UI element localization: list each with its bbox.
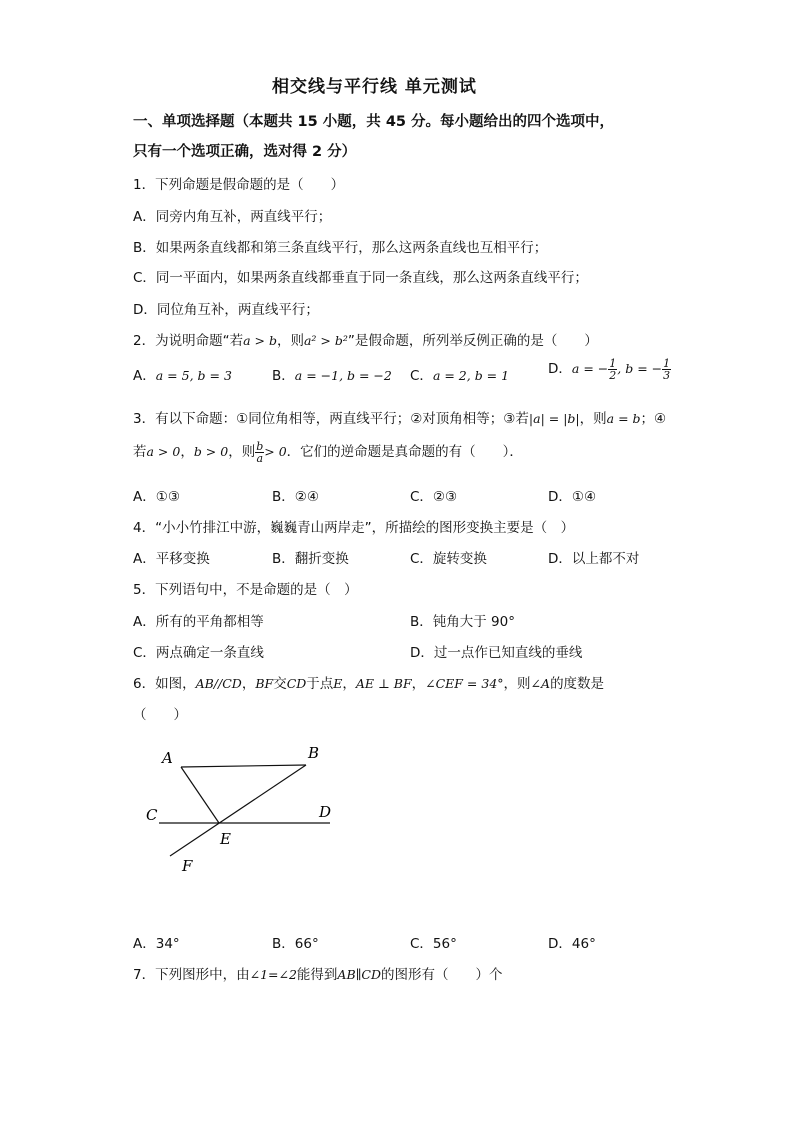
question-6-text: ， (342, 676, 356, 692)
point-label-a: A (162, 749, 173, 767)
option-value: , b = − (617, 361, 663, 376)
question-6-text: 于点 (306, 676, 334, 692)
question-7-stem (133, 963, 503, 983)
question-2-conclusion: a² > b² (303, 333, 348, 348)
question-3-text: ．它们的逆命题是真命题的有（ ）． (286, 444, 523, 460)
fraction (608, 358, 617, 381)
question-7-math: ∠1=∠2 (249, 967, 297, 982)
fraction-denominator: 2 (609, 368, 617, 382)
question-1-option-d: D．同位角互补，两直线平行； (133, 302, 319, 318)
question-3-option-b: B．②④ (272, 489, 319, 505)
page-title: 相交线与平行线 单元测试 (272, 77, 477, 97)
question-6-text: ，则 (503, 676, 531, 692)
question-3-text: ，则 (579, 411, 607, 427)
option-label: A． (133, 368, 156, 384)
question-3-stem-line-1 (133, 407, 666, 427)
question-2-option-c (410, 364, 509, 384)
question-3-option-d: D．①④ (548, 489, 597, 505)
option-value: a = 5, b = 3 (155, 368, 232, 383)
option-label: B． (272, 368, 295, 384)
point-label-f: F (182, 857, 193, 875)
fraction-numerator: 1 (609, 356, 617, 370)
question-3-text: 3．有以下命题：①同位角相等，两直线平行；②对顶角相等；③若 (133, 411, 529, 427)
question-4-option-a: A．平移变换 (133, 551, 210, 567)
option-value: a = 2, b = 1 (432, 368, 510, 383)
question-6-math: ∠CEF = 34° (425, 676, 504, 691)
question-2-text: ，则 (276, 333, 304, 349)
question-6-text: 6．如图， (133, 676, 196, 692)
question-7-text: 能得到 (296, 967, 338, 983)
question-3-abs-condition: |a| = |b| (528, 411, 580, 426)
question-3-text: 若 (133, 444, 147, 460)
question-6-text: ， (241, 676, 256, 692)
question-3-equation: a = b (606, 411, 641, 426)
question-5-option-b: B．钝角大于 90° (410, 614, 515, 630)
question-1-option-a: A．同旁内角互补，两直线平行； (133, 209, 332, 225)
point-label-c: C (146, 806, 158, 824)
question-7-math: AB∥CD (337, 967, 381, 982)
question-5-stem: 5．下列语句中，不是命题的是（ ） (133, 582, 358, 598)
question-6-math: AB//CD (195, 676, 242, 691)
segment-ab (181, 765, 306, 767)
question-7-text: 的图形有（ ）个 (381, 967, 503, 983)
question-1-stem: 1．下列命题是假命题的是（ ） (133, 177, 345, 193)
question-3-condition: b > 0 (193, 444, 229, 459)
option-value: a = − (571, 361, 609, 376)
question-7-text: 7．下列图形中，由 (133, 967, 250, 983)
question-2-text: 2．为说明命题“若 (133, 333, 244, 349)
question-4-option-d: D．以上都不对 (548, 551, 640, 567)
question-6-text: 交 (273, 676, 287, 692)
question-3-stem-line-2 (133, 440, 523, 464)
segment-ae (181, 767, 219, 823)
question-2-option-a (133, 364, 232, 384)
point-label-d: D (319, 803, 332, 821)
line-bf (170, 765, 306, 856)
question-1-option-c: C．同一平面内，如果两条直线都垂直于同一条直线，那么这两条直线平行； (133, 270, 588, 286)
question-6-text: ， (411, 676, 426, 692)
question-6-math: E (333, 676, 343, 691)
question-6-math: ∠A (530, 676, 551, 691)
question-6-option-c: C．56° (410, 936, 457, 952)
question-2-stem (133, 329, 598, 349)
question-6-text: 的度数是 (550, 676, 605, 692)
question-6-math: BF (255, 676, 274, 691)
fraction-denominator: a (256, 451, 263, 465)
question-2-option-b (272, 364, 392, 384)
question-6-option-b: B．66° (272, 936, 319, 952)
section-header-line-2: 只有一个选项正确，选对得 2 分） (133, 144, 357, 160)
question-3-condition: > 0 (264, 444, 287, 459)
question-4-option-b: B．翻折变换 (272, 551, 349, 567)
question-2-option-d (548, 357, 671, 381)
question-5-option-d: D．过一点作已知直线的垂线 (410, 645, 583, 661)
question-5-option-a: A．所有的平角都相等 (133, 614, 264, 630)
fraction (255, 441, 264, 464)
question-5-option-c: C．两点确定一条直线 (133, 645, 264, 661)
option-label: C． (410, 368, 433, 384)
question-1-option-b: B．如果两条直线都和第三条直线平行，那么这两条直线也互相平行； (133, 240, 548, 256)
option-value: a = −1, b = −2 (294, 368, 392, 383)
question-3-option-c: C．②③ (410, 489, 458, 505)
question-2-text: ”是假命题，所列举反例正确的是（ ） (347, 333, 598, 349)
fraction-numerator: 1 (663, 356, 671, 370)
question-3-option-a: A．①③ (133, 489, 180, 505)
question-4-stem: 4．“小小竹排江中游，巍巍青山两岸走”，所描绘的图形变换主要是（ ） (133, 520, 575, 536)
fraction-denominator: 3 (663, 368, 671, 382)
option-label: D． (548, 361, 572, 377)
question-3-text: ；④ (640, 411, 667, 427)
fraction (662, 358, 671, 381)
point-label-b: B (308, 744, 320, 762)
question-2-condition: a > b (243, 333, 277, 348)
question-3-text: ，则 (228, 444, 256, 460)
question-4-option-c: C．旋转变换 (410, 551, 487, 567)
question-6-option-a: A．34° (133, 936, 180, 952)
question-6-stem (133, 672, 604, 692)
section-header-line-1: 一、单项选择题（本题共 15 小题，共 45 分。每小题给出的四个选项中， (133, 114, 615, 130)
question-6-math: CD (286, 676, 307, 691)
point-label-e: E (220, 830, 231, 848)
question-6-option-d: D．46° (548, 936, 596, 952)
fraction-numerator: b (256, 439, 264, 453)
question-3-text: ， (180, 444, 194, 460)
question-6-answer-paren: （ ） (133, 707, 187, 723)
question-6-math: AE ⊥ BF (355, 676, 412, 691)
question-6-figure (140, 738, 350, 878)
question-3-condition: a > 0 (146, 444, 181, 459)
